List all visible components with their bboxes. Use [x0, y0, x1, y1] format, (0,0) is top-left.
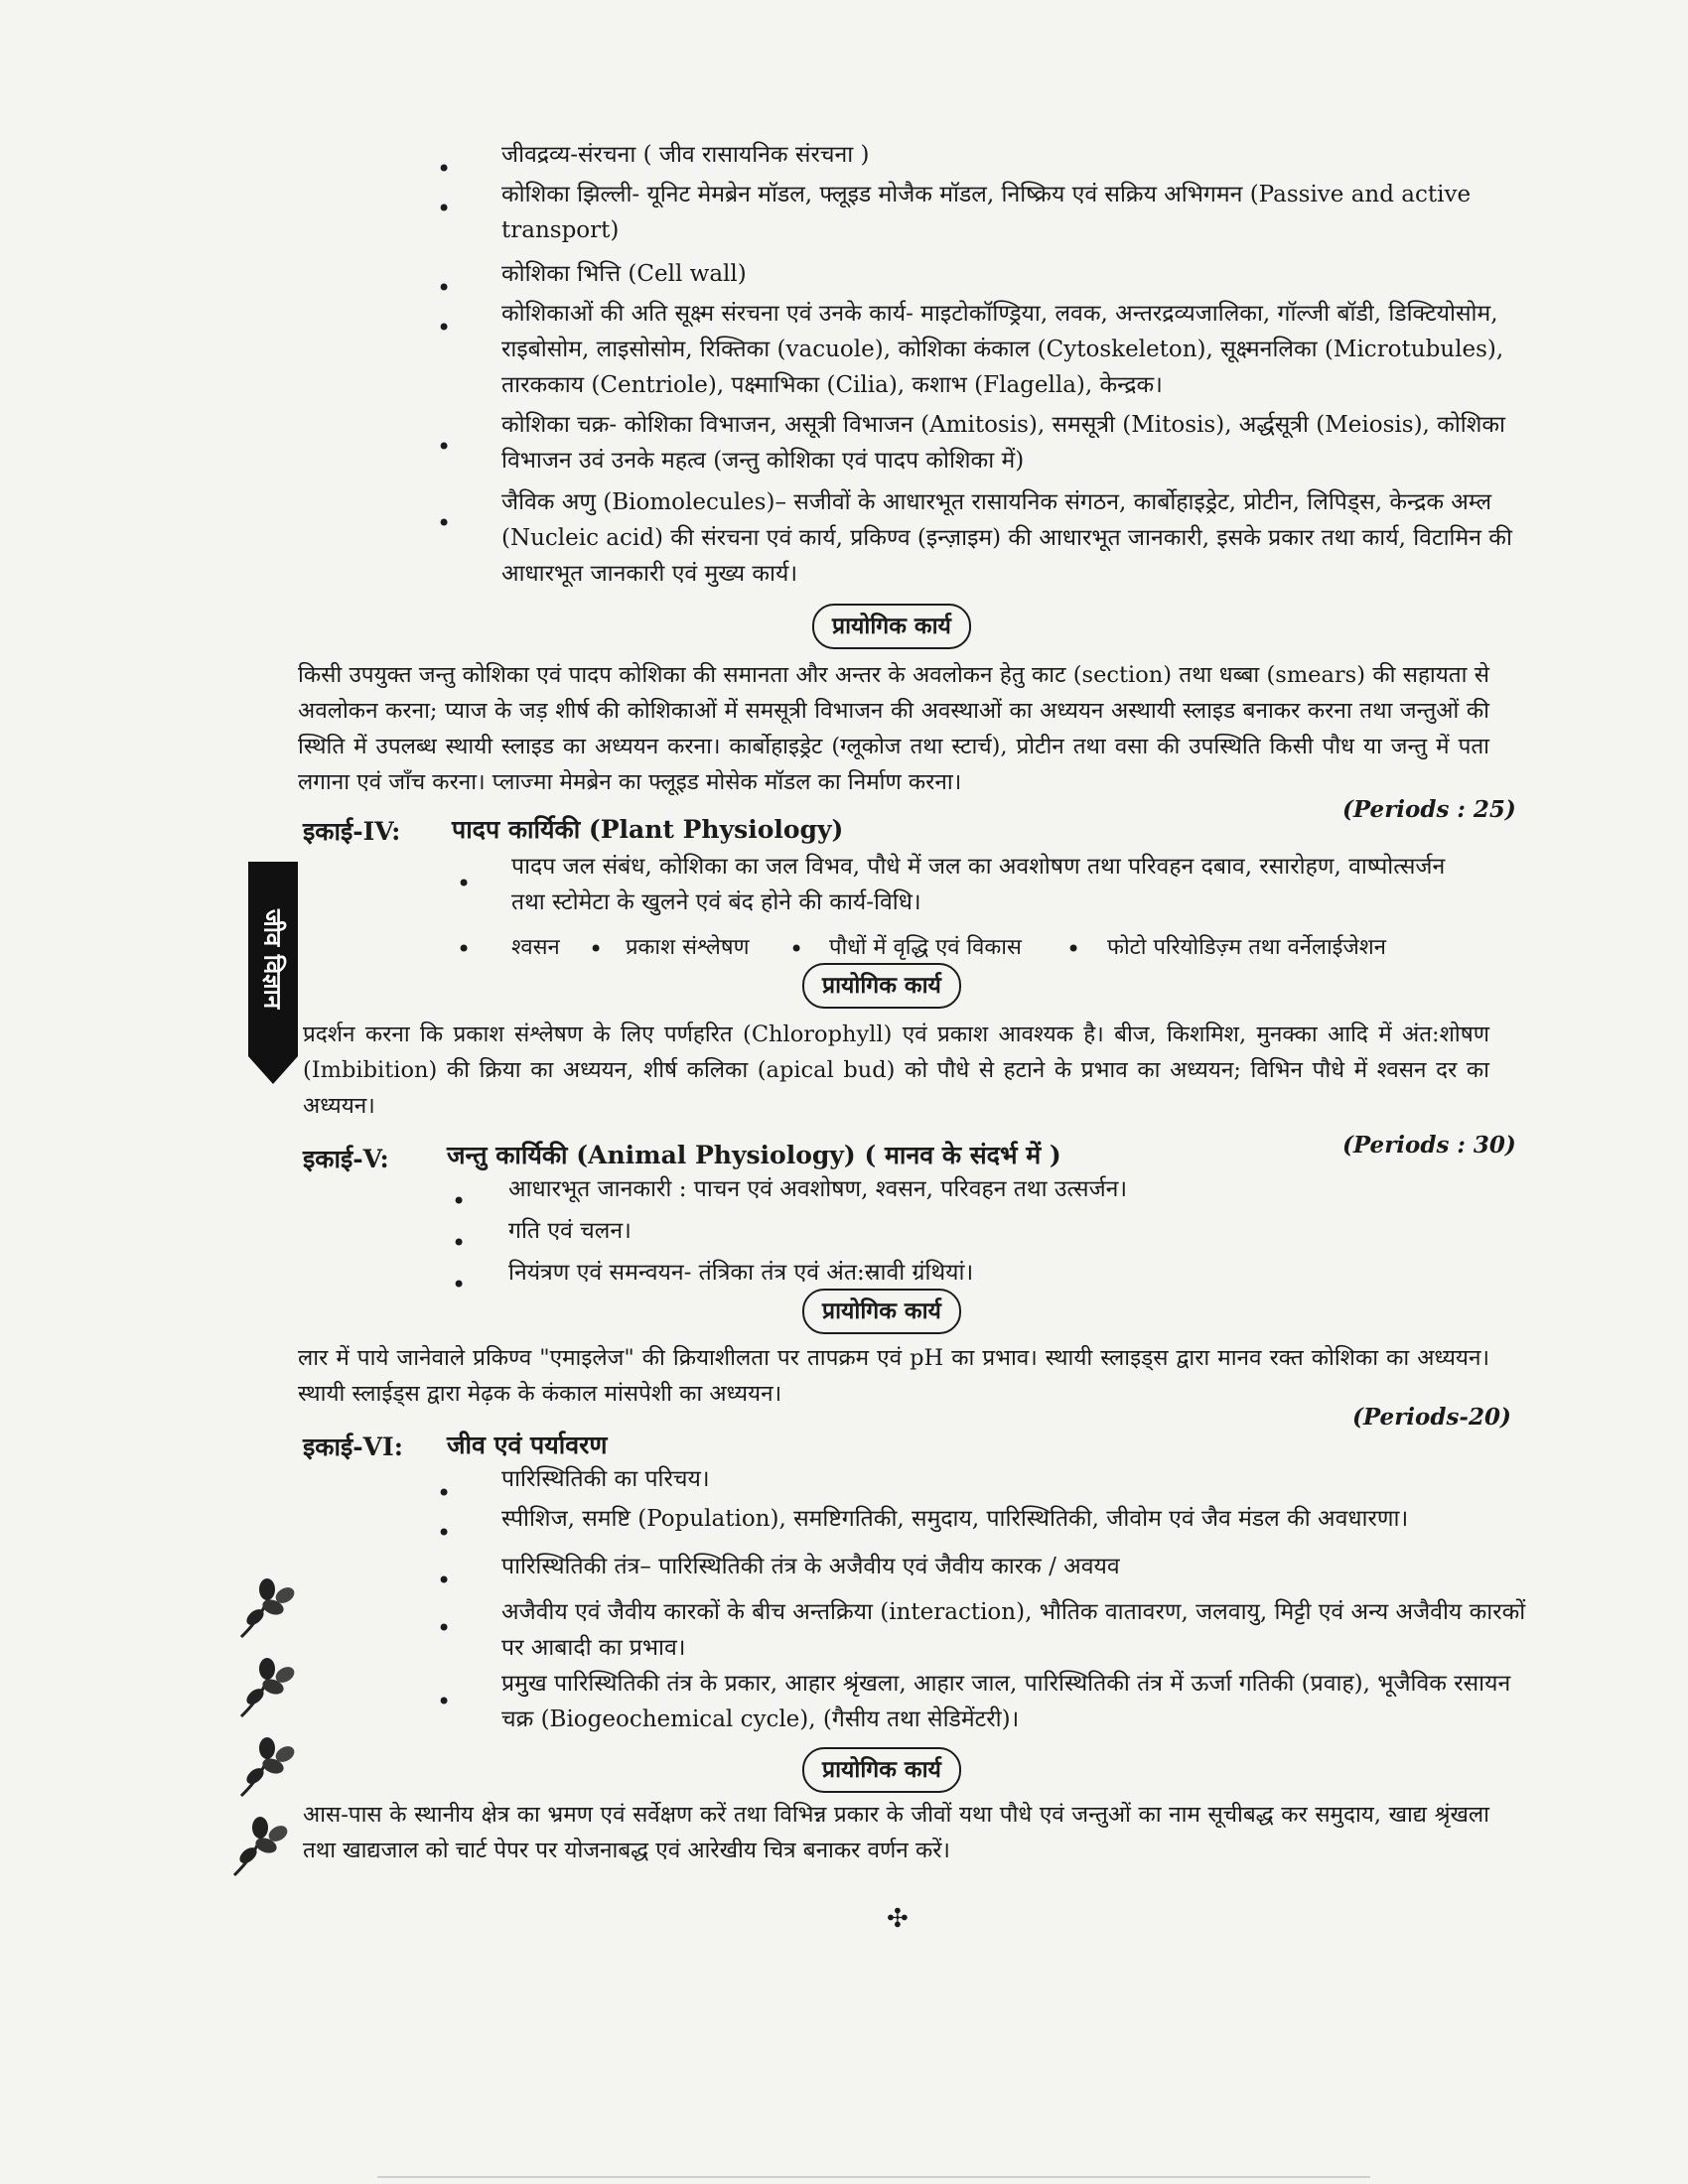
- bullet-text: पारिस्थितिकी तंत्र– पारिस्थितिकी तंत्र के अजैवीय एवं जैवीय कारक / अवयव: [501, 1554, 1120, 1579]
- bullet-dot: •: [437, 274, 452, 302]
- practical-text: प्रदर्शन करना कि प्रकाश संश्लेषण के लिए पर्णहरित (Chlorophyll) एवं प्रकाश आवश्यक है। बीज, किशमिश, मुनक्का आदि में अंत:शोषण (Imbibition) की क्रिया का अध्ययन, शीर्ष कलिका (apical bud) को पौधे से हटाने के प्रभाव का अध्ययन; विभिन पौधे में श्वसन दर का अध्ययन।: [303, 1022, 1489, 1119]
- unit-label: इकाई-IV:: [303, 817, 401, 846]
- practical-text: किसी उपयुक्त जन्तु कोशिका एवं पादप कोशिका की समानता और अन्तर के अवलोकन हेतु काट (section) तथा धब्बा (smears) की सहायता से अवलोकन करना; प्याज के जड़ शीर्ष की कोशिकाओं में समसूत्री विभाजन की अवस्थाओं का अध्ययन अस्थायी स्लाइड बनाकर करना तथा जन्तुओं की स्थिति में उपलब्ध स्थायी स्लाइड का अध्ययन करना। कार्बोहाइड्रेट (ग्लूकोज तथा स्टार्च), प्रोटीन तथा वसा की उपस्थिति किसी पौध या जन्तु में पता लगाना एवं जाँच करना। प्लाज्मा मेमब्रेन का फ्लूइड मोसेक मॉडल का निर्माण करना।: [298, 662, 1489, 795]
- bullet-text: कोशिका भित्ति (Cell wall): [501, 261, 747, 287]
- leaf-branch-icon: [233, 1573, 303, 1643]
- inline-topic: श्वसन: [511, 935, 560, 960]
- bullet-dot: •: [437, 314, 452, 341]
- unit-label: इकाई-V:: [303, 1145, 389, 1173]
- bullet-text: जीवद्रव्य-संरचना ( जीव रासायनिक संरचना ): [501, 142, 870, 168]
- bullet-dot: •: [437, 155, 452, 183]
- practical-badge: प्रायोगिक कार्य: [802, 1289, 961, 1334]
- bullet-dot: •: [437, 509, 452, 537]
- bullet-dot: •: [589, 935, 604, 963]
- inline-topic: प्रकाश संश्लेषण: [626, 935, 750, 960]
- bullet-text: जैविक अणु (Biomolecules)– सजीवों के आधारभूत रासायनिक संगठन, कार्बोहाइड्रेट, प्रोटीन, लिपिड्स, केन्द्रक अम्ल (Nucleic acid) की संरचना एवं कार्य, प्रकिण्व (इन्ज़ाइम) की आधारभूत जानकारी, इसके प्रकार तथा कार्य, विटामिन की आधारभूत जानकारी एवं मुख्य कार्य।: [501, 489, 1512, 587]
- practical-text: आस-पास के स्थानीय क्षेत्र का भ्रमण एवं सर्वेक्षण करें तथा विभिन्न प्रकार के जीवों यथा पौधे एवं जन्तुओं का नाम सूचीबद्ध कर समुदाय, खाद्य श्रृंखला तथा खाद्यजाल को चार्ट पेपर पर योजनाबद्ध एवं आरेखीय चित्र बनाकर वर्णन करें।: [303, 1802, 1489, 1863]
- periods-label: (Periods : 30): [1342, 1132, 1516, 1159]
- leaf-branch-icon: [226, 1812, 296, 1881]
- bullet-text: प्रमुख पारिस्थितिकी तंत्र के प्रकार, आहार श्रृंखला, आहार जाल, पारिस्थितिकी तंत्र में ऊर्जा गतिकी (प्रवाह), भूजैविक रसायन चक्र (Biogeochemical cycle), (गैसीय तथा सेडिमेंटरी)।: [501, 1671, 1511, 1732]
- leaf-branch-icon: [233, 1653, 303, 1722]
- bullet-dot: •: [437, 433, 452, 461]
- bullet-text: नियंत्रण एवं समन्वयन- तंत्रिका तंत्र एवं अंत:स्रावी ग्रंथियां।: [508, 1260, 974, 1286]
- bullet-dot: •: [437, 1614, 452, 1642]
- bullet-dot: •: [437, 1479, 452, 1507]
- bullet-text: कोशिकाओं की अति सूक्ष्म संरचना एवं उनके कार्य- माइटोकॉण्ड्रिया, लवक, अन्तरद्रव्यजालिका, गॉल्जी बॉडी, डिक्टियोसोम, राइबोसोम, लाइसोसोम, रिक्तिका (vacuole), कोशिका कंकाल (Cytoskeleton), सूक्ष्मनलिका (Microtubules), तारककाय (Centriole), पक्ष्माभिका (Cilia), कशाभ (Flagella), केन्द्रक।: [501, 301, 1504, 398]
- practical-badge: प्रायोगिक कार्य: [812, 604, 971, 649]
- subject-side-tab: [248, 862, 298, 1056]
- unit-title: पादप कार्यिकी (Plant Physiology): [452, 815, 844, 844]
- periods-label: (Periods : 25): [1342, 796, 1516, 823]
- practical-text: लार में पाये जानेवाले प्रकिण्व "एमाइलेज" की क्रियाशीलता पर तापक्रम एवं pH का प्रभाव। स्थायी स्लाइड्स द्वारा मानव रक्त कोशिका का अध्ययन। स्थायी स्लाईड्स द्वारा मेढ़क के कंकाल मांसपेशी का अध्ययन।: [298, 1345, 1489, 1407]
- leaf-branch-icon: [233, 1732, 303, 1802]
- practical-badge: प्रायोगिक कार्य: [802, 963, 961, 1009]
- practical-badge: प्रायोगिक कार्य: [802, 1747, 961, 1793]
- bullet-dot: •: [789, 935, 804, 963]
- bullet-dot: •: [437, 1519, 452, 1547]
- bottom-rule: [377, 2176, 1370, 2178]
- bullet-dot: •: [452, 1229, 467, 1257]
- inline-topic: पौधों में वृद्धि एवं विकास: [829, 935, 1022, 960]
- bullet-dot: •: [457, 935, 472, 963]
- bullet-dot: •: [452, 1187, 467, 1215]
- bullet-text: गति एवं चलन।: [508, 1218, 632, 1244]
- bullet-text: पारिस्थितिकी का परिचय।: [501, 1466, 710, 1492]
- bullet-dot: •: [457, 870, 472, 897]
- bullet-dot: •: [1066, 935, 1081, 963]
- bullet-text: अजैवीय एवं जैवीय कारकों के बीच अन्तक्रिया (interaction), भौतिक वातावरण, जलवायु, मिट्टी एवं अन्य अजैवीय कारकों पर आबादी का प्रभाव।: [501, 1599, 1526, 1661]
- periods-label: (Periods-20): [1352, 1404, 1511, 1431]
- bullet-text: कोशिका चक्र- कोशिका विभाजन, असूत्री विभाजन (Amitosis), समसूत्री (Mitosis), अर्द्धसूत्री (Meiosis), कोशिका विभाजन उवं उनके महत्व (जन्तु कोशिका एवं पादप कोशिका में): [501, 412, 1506, 474]
- bullet-text: स्पीशिज, समष्टि (Population), समष्टिगतिकी, समुदाय, पारिस्थितिकी, जीवोम एवं जैव मंडल की अवधारणा।: [501, 1506, 1409, 1532]
- bullet-dot: •: [437, 1567, 452, 1594]
- end-ornament: ✣: [887, 1904, 909, 1934]
- inline-topic: फोटो परियोडिज़्म तथा वर्नेलाईजेशन: [1107, 935, 1386, 960]
- unit-title: जीव एवं पर्यावरण: [447, 1431, 608, 1459]
- bullet-text: कोशिका झिल्ली- यूनिट मेमब्रेन मॉडल, फ्लूइड मोजैक मॉडल, निष्क्रिय एवं सक्रिय अभिगमन (Passive and active transport): [501, 182, 1472, 243]
- bullet-dot: •: [452, 1271, 467, 1298]
- unit-label: इकाई-VI:: [303, 1433, 403, 1461]
- bullet-text: आधारभूत जानकारी : पाचन एवं अवशोषण, श्वसन, परिवहन तथा उत्सर्जन।: [508, 1176, 1128, 1202]
- bullet-dot: •: [437, 195, 452, 222]
- unit-title: जन्तु कार्यिकी (Animal Physiology) ( मानव के संदर्भ में ): [447, 1141, 1061, 1169]
- bullet-dot: •: [437, 1688, 452, 1715]
- side-tab-label: जीव विज्ञान: [258, 908, 288, 1010]
- bullet-text: पादप जल संबंध, कोशिका का जल विभव, पौधे में जल का अवशोषण तथा परिवहन दबाव, रसारोहण, वाष्पोत्सर्जन तथा स्टोमेटा के खुलने एवं बंद होने की कार्य-विधि।: [511, 854, 1446, 915]
